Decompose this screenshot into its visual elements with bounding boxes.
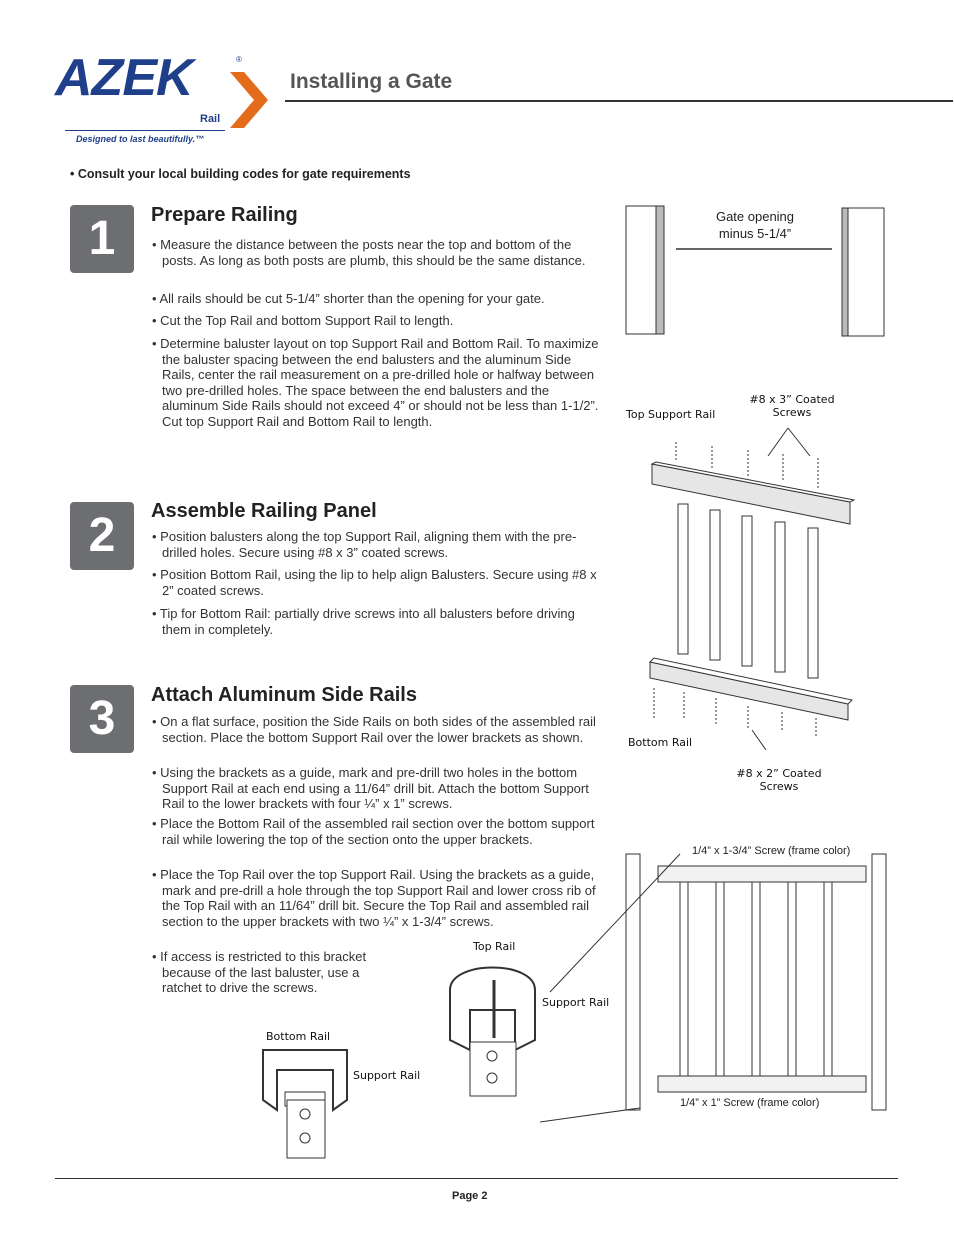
screws-3-label: #8 x 3” Coated Screws [749, 393, 835, 419]
top-support-rail-label: Top Support Rail [626, 408, 716, 421]
bottom-screw-label: 1/4” x 1” Screw (frame color) [680, 1097, 820, 1109]
page-title: Installing a Gate [290, 70, 453, 93]
detail-support-rail-label-2: Support Rail [353, 1069, 421, 1082]
step-1-number: 1 [70, 205, 134, 273]
detail-bottom-rail-label: Bottom Rail [266, 1030, 331, 1043]
step-2-bullet: • Tip for Bottom Rail: partially drive screws into all balusters before driving them in completely. [152, 606, 575, 637]
step-3-title: Attach Aluminum Side Rails [151, 684, 417, 706]
step-3-bullet: • If access is restricted to this bracket because of the last baluster, use a ratchet to drive the screws. [152, 949, 367, 995]
screws-2-label: #8 x 2” Coated Screws [736, 767, 822, 793]
assembly-figure [640, 420, 870, 750]
bottom-rail-label: Bottom Rail [628, 736, 693, 749]
step-3-bullet: • Place the Top Rail over the top Support Rail. Using the brackets as a guide, mark and pre-drill a hole through the top Support Rail and lower cross rib of the Top Rail with an 11/64” drill bit. Secure the Top Rail and assembled rail section to the upper brackets with two ¼” x 1-3/4” screws. [152, 867, 596, 929]
gate-opening-label: Gate opening minus 5-1/4” [715, 209, 795, 241]
page-number: Page 2 [452, 1190, 488, 1202]
logo-registered-mark: ® [236, 55, 242, 64]
top-rail-detail-figure [440, 950, 550, 1100]
step-2-bullet: • Position Bottom Rail, using the lip to help align Balusters. Secure using #8 x 2” coated screws. [152, 567, 597, 598]
step-3-bullet: • Using the brackets as a guide, mark and pre-drill two holes in the bottom Support Rail at each end using a 11/64” drill bit. Attach the bottom Support Rail to the lower brackets with four ¼” x 1” screws. [152, 765, 589, 811]
step-1-bullet: • Determine baluster layout on top Support Rail and Bottom Rail. To maximize the baluster spacing between the end balusters and the aluminum Side Rails, center the rail measurement on a pre-drilled hole or halfway between two pre-drilled holes. The space between the end balusters and the aluminum Side Rails should not exceed 4” or should not be less than 1-1/2”. Cut top Support Rail and Bottom Rail to length. [152, 336, 599, 429]
step-2-number: 2 [70, 502, 134, 570]
bottom-rail-detail-figure [255, 1040, 355, 1160]
step-1-bullet: • All rails should be cut 5-1/4” shorter than the opening for your gate. [152, 291, 545, 306]
logo-tagline: Designed to last beautifully.™ [76, 134, 205, 144]
step-3-number: 3 [70, 685, 134, 753]
logo-chevron-icon [230, 72, 270, 128]
building-codes-note: • Consult your local building codes for gate requirements [70, 167, 411, 181]
step-2-bullet: • Position balusters along the top Support Rail, aligning them with the pre-drilled holes. Secure using #8 x 3” coated screws. [152, 529, 577, 560]
step-3-bullet: • Place the Bottom Rail of the assembled rail section over the bottom support rail while lowering the top of the section onto the upper brackets. [152, 816, 595, 847]
logo-divider [65, 130, 225, 131]
step-3-bullet: • On a flat surface, position the Side Rails on both sides of the assembled rail section. Place the bottom Support Rail over the lower brackets as shown. [152, 714, 596, 745]
step-1-bullet: • Measure the distance between the posts near the top and bottom of the posts. As long as both posts are plumb, this should be the same distance. [152, 237, 586, 268]
top-screw-label: 1/4” x 1-3/4” Screw (frame color) [692, 845, 851, 857]
title-divider [285, 100, 953, 102]
step-1-bullet: • Cut the Top Rail and bottom Support Rail to length. [152, 313, 454, 328]
logo-wordmark: AZEK [55, 49, 193, 107]
logo-product: Rail [200, 113, 221, 125]
step-1-title: Prepare Railing [151, 204, 298, 226]
step-2-title: Assemble Railing Panel [151, 500, 377, 522]
footer-divider [55, 1178, 898, 1179]
detail-support-rail-label: Support Rail [542, 996, 610, 1009]
azek-logo [0, 0, 280, 150]
detail-top-rail-label: Top Rail [473, 940, 516, 953]
